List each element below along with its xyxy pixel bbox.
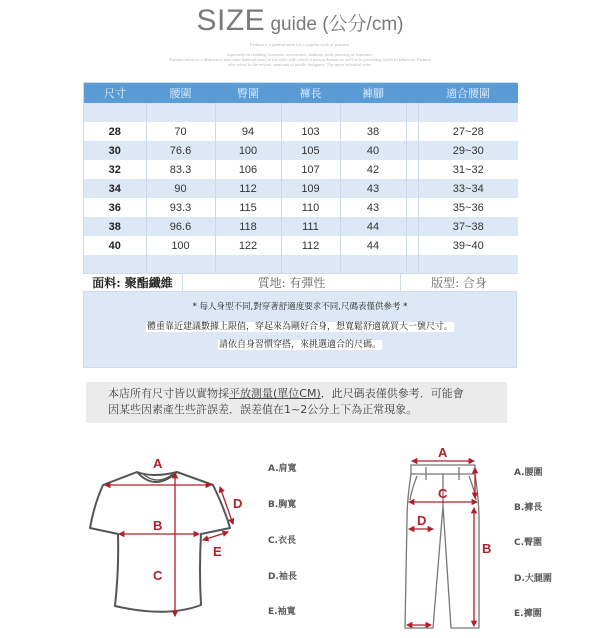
cell-hip: 112: [215, 179, 281, 198]
cell-hem: 44: [340, 217, 406, 236]
pants-marker-d: D: [417, 513, 427, 528]
fabric-fit: 版型: 合身: [431, 276, 487, 290]
cell-waist: 70: [146, 122, 215, 141]
tagline-line-2: especially in clothing, footwear, accessories, makeup, body piercing or furniture.: [227, 52, 373, 57]
cell-waist: 76.6: [146, 141, 215, 160]
cell-spacer: [406, 217, 418, 236]
pants-marker-c: C: [438, 486, 448, 501]
tshirt-legend-d: D.袖長: [268, 572, 297, 582]
table-header-row: [84, 83, 518, 103]
cell-size: 30: [84, 141, 146, 160]
cell-spacer: [406, 122, 418, 141]
note-line-1: * 每人身型不同,對穿著舒適度要求不同,尺碼表僅供參考 *: [192, 302, 408, 312]
table-row: [84, 141, 518, 160]
disclaimer-underlined: 平放測量(單位CM): [229, 387, 321, 400]
cell-waist: 90: [146, 179, 215, 198]
cell-waist: 93.3: [146, 198, 215, 217]
cell-length: 103: [281, 122, 340, 141]
title-main: SIZE: [196, 4, 266, 37]
cell-hip: 94: [215, 122, 281, 141]
cell-size: 32: [84, 160, 146, 179]
cell-length: 112: [281, 236, 340, 255]
cell-hem: 44: [340, 236, 406, 255]
pants-marker-b: B: [482, 541, 492, 556]
size-table: [84, 83, 518, 274]
cell-spacer: [406, 179, 418, 198]
cell-fit-waist: 35~36: [418, 198, 518, 217]
tagline-line-1: Fashion is a general term for a popular style or practice,: [249, 42, 351, 47]
cell-fit-waist: 33~34: [418, 179, 518, 198]
cell-hip: 106: [215, 160, 281, 179]
table-row: [84, 160, 518, 179]
cell-size: 36: [84, 198, 146, 217]
tagline-line-3: Fashion refers to a distinctive and often habitual trend in the style with which a person dresses as well as to prevailing styles in behavior. Fashion: [169, 57, 431, 62]
size-notes: [83, 292, 517, 368]
fabric-info-row: [83, 273, 517, 292]
marker-a: A: [153, 456, 163, 471]
tshirt-diagram: [85, 450, 255, 635]
pants-diagram: [395, 440, 495, 635]
pants-legend-b: B.褲長: [514, 503, 543, 513]
tshirt-legend-b: B.胸寬: [268, 500, 297, 510]
note-line-3: 請依自身習慣穿搭，來挑選適合的尺碼。: [218, 340, 381, 350]
cell-fit-waist: 29~30: [418, 141, 518, 160]
table-row: [84, 179, 518, 198]
cell-size: 34: [84, 179, 146, 198]
cell-size: 28: [84, 122, 146, 141]
fabric-material: 面料: 聚酯纖維: [83, 274, 183, 291]
table-blank-row: [84, 103, 518, 122]
marker-d: D: [233, 496, 243, 511]
cell-length: 111: [281, 217, 340, 236]
tshirt-legend-c: C.衣長: [268, 536, 297, 546]
note-line-2: 體重靠近建議數據上限值，穿起來為剛好合身，想寬鬆舒適就買大一號尺寸。: [146, 322, 453, 332]
tshirt-legend-a: A.肩寬: [268, 464, 297, 474]
cell-hip: 122: [215, 236, 281, 255]
pants-legend-a: A.腰圍: [514, 468, 543, 478]
title-sub: guide (公分/cm): [265, 14, 404, 35]
cell-fit-waist: 27~28: [418, 122, 518, 141]
cell-length: 107: [281, 160, 340, 179]
table-row: [84, 122, 518, 141]
col-header-hip: 臀圍: [215, 83, 281, 103]
cell-spacer: [406, 141, 418, 160]
measurement-disclaimer: [86, 382, 507, 423]
disclaimer-pre: 本店所有尺寸皆以實物採: [108, 387, 229, 400]
cell-waist: 100: [146, 236, 215, 255]
cell-spacer: [406, 236, 418, 255]
cell-fit-waist: 31~32: [418, 160, 518, 179]
pants-legend-d: D.大腿圍: [514, 574, 552, 584]
col-header-fit-waist: 適合腰圍: [418, 83, 518, 103]
table-blank-row: [84, 255, 518, 274]
cell-hip: 118: [215, 217, 281, 236]
cell-waist: 96.6: [146, 217, 215, 236]
cell-length: 109: [281, 179, 340, 198]
disclaimer-line-2: 因某些因素產生些許誤差．誤差值在1~2公分上下為正常現象。: [108, 403, 418, 416]
pants-legend-c: C.臀圍: [514, 538, 543, 548]
pants-marker-a: A: [438, 445, 448, 460]
cell-hip: 100: [215, 141, 281, 160]
cell-hip: 115: [215, 198, 281, 217]
page-title: [0, 4, 600, 38]
cell-hem: 43: [340, 179, 406, 198]
marker-b: B: [153, 518, 163, 533]
cell-size: 40: [84, 236, 146, 255]
col-header-size: 尺寸: [84, 83, 146, 103]
marker-c: C: [153, 568, 163, 583]
col-header-hem: 褲腳: [340, 83, 406, 103]
col-header-spacer: [406, 83, 418, 103]
tshirt-outline-icon: [90, 472, 230, 612]
cell-fit-waist: 39~40: [418, 236, 518, 255]
cell-spacer: [406, 160, 418, 179]
table-row: [84, 217, 518, 236]
cell-length: 105: [281, 141, 340, 160]
tagline-line-4: also refers to the newest creations of textile designers. The more technical term.: [228, 62, 372, 67]
cell-hem: 43: [340, 198, 406, 217]
col-header-length: 褲長: [281, 83, 340, 103]
fabric-texture: 質地: 有彈性: [183, 274, 401, 291]
cell-hem: 42: [340, 160, 406, 179]
marker-e: E: [213, 544, 222, 559]
tshirt-legend-e: E.袖寬: [268, 607, 296, 617]
pants-legend-e: E.褲圍: [514, 609, 542, 619]
cell-waist: 83.3: [146, 160, 215, 179]
cell-fit-waist: 37~38: [418, 217, 518, 236]
col-header-waist: 腰圍: [146, 83, 215, 103]
cell-hem: 40: [340, 141, 406, 160]
cell-hem: 38: [340, 122, 406, 141]
cell-spacer: [406, 198, 418, 217]
table-row: [84, 198, 518, 217]
disclaimer-post: ．此尺碼表僅供參考．可能會: [320, 387, 464, 400]
table-row: [84, 236, 518, 255]
cell-size: 38: [84, 217, 146, 236]
cell-length: 110: [281, 198, 340, 217]
